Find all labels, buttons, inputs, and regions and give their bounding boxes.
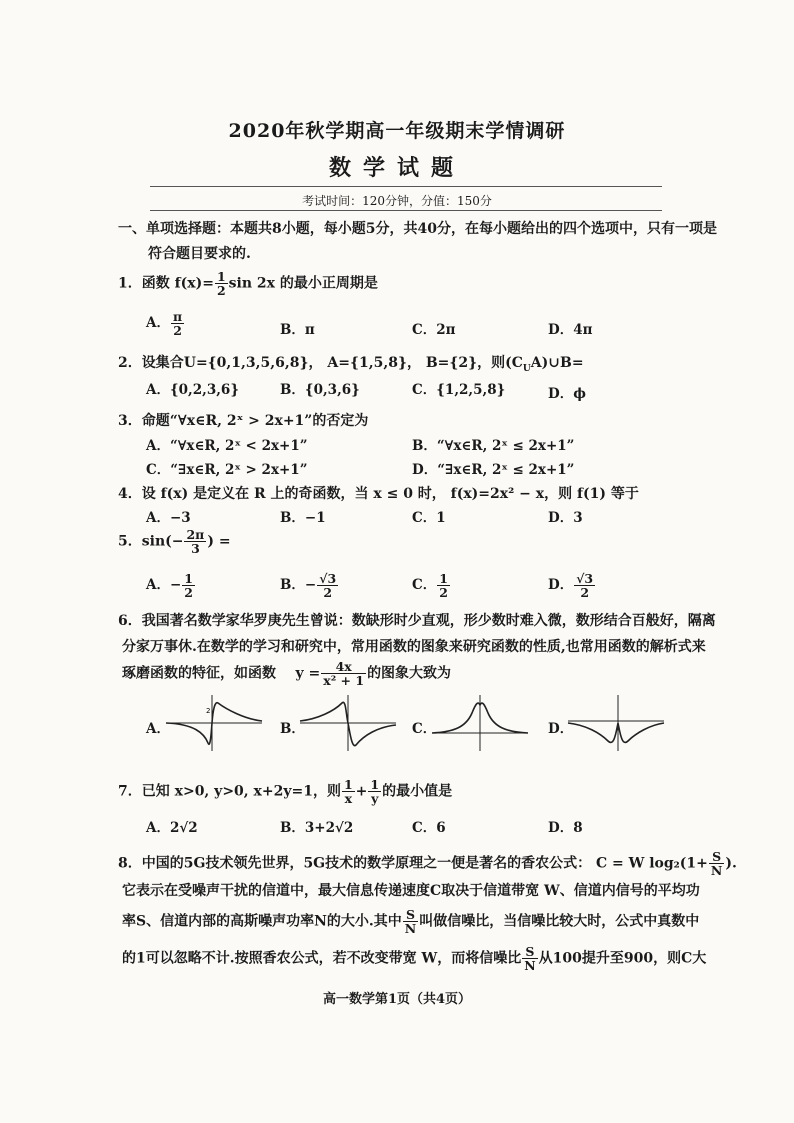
exam-subtitle: 数学试题 (328, 155, 465, 181)
graph-option-c (430, 693, 530, 753)
question-8-line2: 它表示在受噪声干扰的信道中，最大信息传递速度C取决于信道带宽 W、信道内信号的平均功 (122, 883, 700, 899)
question-2-option-b: B．{0,3,6} (280, 382, 360, 398)
tick-label: 2 (206, 707, 211, 715)
question-3-option-c: C．“∃x∈R, 2ˣ > 2x+1” (146, 462, 308, 478)
question-2-stem: 2．设集合U={0,1,3,5,6,8}， A={1,5,8}， B={2}，则$(C_UA)\cup B=$ (118, 355, 584, 374)
question-4-option-b: B．−1 (280, 510, 326, 526)
question-1-option-d: D．4π (548, 322, 593, 338)
question-7-option-a: A．2√2 (146, 820, 198, 836)
question-6-line2: 分家万事休.在数学的学习和研究中，常用函数的图象来研究函数的性质,也常用函数的解析式来 (122, 639, 706, 655)
question-1-option-a: A． $\frac{\pi}{2}$ (146, 309, 183, 339)
question-8-line1: 8．中国的5G技术领先世界，5G技术的数学原理之一便是著名的香农公式： C = W log₂(1+ $\frac{S}{N}$ ). (118, 849, 737, 879)
question-5-stem: 5．sin(− $\frac{2\pi}{3}$ ) = (118, 527, 231, 557)
fraction: $\frac{S}{N}$ (404, 907, 417, 937)
question-6-option-a: A． (146, 721, 170, 737)
question-3-stem: 3．命题“∀x∈R, 2ˣ > 2x+1”的否定为 (118, 413, 369, 429)
question-5-option-c: C． $\frac{1}{2}$ (412, 571, 448, 601)
question-7-option-b: B．3+2√2 (280, 820, 354, 836)
question-4-option-a: A．−3 (146, 510, 191, 526)
question-2-option-c: C．{1,2,5,8} (412, 382, 506, 398)
fraction: $\frac{1}{2}$ (439, 571, 448, 601)
page-footer: 高一数学第1页（共4页） (322, 992, 472, 1007)
question-6-line3: 琢磨函数的特征，如函数 y = $\frac{4x}{\text{x² + 1}}$ 的图象大致为 (122, 659, 452, 689)
fraction: $\frac{S}{N}$ (710, 849, 723, 879)
question-7-stem: 7．已知 x>0, y>0, x+2y=1，则 $\frac{1}{x}$ + $\frac{1}{y}$ 的最小值是 (118, 777, 453, 807)
fraction: $\frac{1}{y}$ (370, 777, 380, 807)
question-4-option-d: D．3 (548, 510, 583, 526)
question-7-option-d: D．8 (548, 820, 583, 836)
question-7-option-c: C．6 (412, 820, 446, 836)
fraction: $\frac{4x}{\text{x² + 1}}$ (323, 659, 365, 689)
question-5-option-a: A．− $\frac{1}{2}$ (146, 571, 193, 601)
fraction: $\frac{2\pi}{3}$ (186, 527, 205, 557)
question-1-stem: 1．函数 f(x)= $\frac{1}{2}$ sin 2x 的最小正周期是 (118, 269, 378, 299)
question-6-option-c: C． (412, 721, 437, 737)
header-bottom-rule (150, 210, 662, 211)
section-heading-line2: 符合题目要求的. (148, 246, 251, 262)
question-1-option-b: B．π (280, 322, 315, 338)
fraction: $\frac{S}{N}$ (524, 944, 536, 974)
fraction: $\frac{\pi}{2}$ (172, 309, 183, 339)
question-6-line1: 6．我国著名数学家华罗庚先生曾说：数缺形时少直观，形少数时难入微，数形结合百般好，隔离 (118, 613, 716, 629)
question-8-line4: 的1可以忽略不计.按照香农公式，若不改变带宽 W，而将信噪比 $\frac{S}{N}$ 从100提升至900，则C大 (122, 944, 707, 974)
fraction: $\frac{1}{2}$ (216, 269, 226, 299)
question-6-option-b: B． (280, 721, 305, 737)
question-5-option-b: B．− $\frac{√3}{2}$ (280, 571, 337, 601)
fraction: $\frac{√3}{2}$ (319, 571, 337, 601)
header-top-rule (150, 186, 662, 187)
question-8-line3: 率S、信道内部的高斯噪声功率N的大小.其中 $\frac{S}{N}$ 叫做信噪比，当信噪比较大时，公式中真数中 (122, 907, 700, 937)
graph-option-b (298, 693, 398, 753)
fraction: $\frac{1}{2}$ (184, 571, 193, 601)
question-1-option-c: C．2π (412, 322, 456, 338)
fraction: $\frac{1}{x}$ (343, 777, 353, 807)
question-4-stem: 4．设 f(x) 是定义在 R 上的奇函数，当 x ≤ 0 时， f(x)=2x² − x，则 f(1) 等于 (118, 486, 639, 502)
question-4-option-c: C．1 (412, 510, 446, 526)
question-3-option-d: D．“∃x∈R, 2ˣ ≤ 2x+1” (412, 462, 575, 478)
question-2-option-d: D．ϕ (548, 386, 586, 402)
question-3-option-a: A．“∀x∈R, 2ˣ < 2x+1” (146, 438, 308, 454)
exam-info: 考试时间：120分钟，分值：150分 (302, 194, 492, 208)
fraction: $\frac{√3}{2}$ (576, 571, 594, 601)
graph-option-a (164, 693, 264, 753)
question-2-option-a: A．{0,2,3,6} (146, 382, 240, 398)
question-3-option-b: B．“∀x∈R, 2ˣ ≤ 2x+1” (412, 438, 575, 454)
question-6-option-d: D． (548, 721, 574, 737)
question-5-option-d: D． $\frac{√3}{2}$ (548, 571, 594, 601)
exam-title: 2020年秋学期高一年级期末学情调研 (228, 120, 566, 142)
graph-option-d (566, 693, 666, 753)
section-heading-line1: 一、单项选择题：本题共8小题，每小题5分，共40分，在每小题给出的四个选项中，只有一项是 (118, 221, 717, 237)
